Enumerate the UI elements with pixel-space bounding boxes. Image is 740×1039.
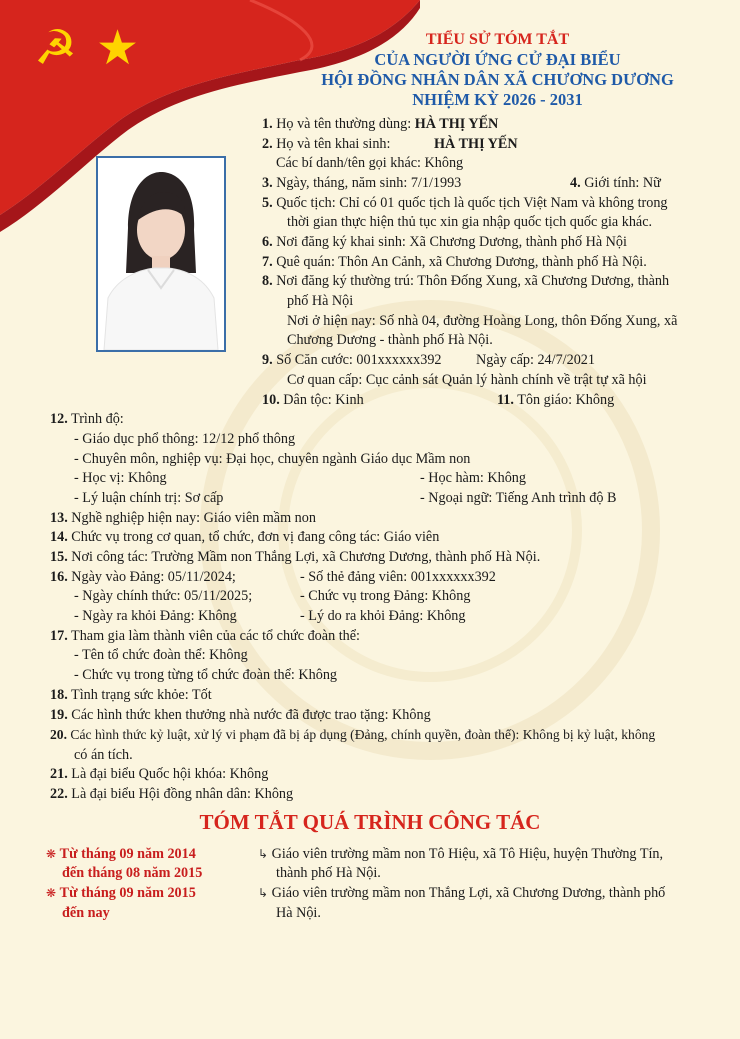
title-line-1: TIỂU SỬ TÓM TẮT — [425, 31, 570, 48]
bio-line-11: 11. Tôn giáo: Không — [497, 392, 615, 408]
candidate-name: HÀ THỊ YẾN — [414, 116, 499, 132]
work-period-2-desc: ↳ Giáo viên trường mầm non Thắng Lợi, xã Chương Dương, thành phố — [258, 885, 666, 901]
title-line-3: HỘI ĐỒNG NHÂN DÂN XÃ CHƯƠNG DƯƠNG — [321, 70, 674, 89]
bio-line-8d: Chương Dương - thành phố Hà Nội. — [287, 332, 493, 348]
bio-line-3: 3. Ngày, tháng, năm sinh: 7/1/1993 — [262, 175, 462, 191]
bio-line-12a: - Giáo dục phổ thông: 12/12 phổ thông — [74, 431, 296, 447]
candidate-photo — [96, 156, 226, 352]
star-icon: ★ — [96, 20, 140, 76]
bio-line-2: 2. Họ và tên khai sinh: HÀ THỊ YẾN — [262, 136, 518, 152]
bio-line-7: 7. Quê quán: Thôn An Cảnh, xã Chương Dương, thành phố Hà Nội. — [262, 254, 647, 270]
bio-line-17b: - Chức vụ trong từng tổ chức đoàn thể: Không — [74, 667, 338, 683]
arrow-icon: ↳ — [258, 886, 269, 900]
bio-line-14: 14. Chức vụ trong cơ quan, tổ chức, đơn vị đang công tác: Giáo viên — [50, 529, 440, 545]
title-line-4: NHIỆM KỲ 2026 - 2031 — [412, 90, 583, 109]
bio-line-13: 13. Nghề nghiệp hiện nay: Giáo viên mầm non — [50, 510, 316, 526]
work-period-1-to: đến tháng 08 năm 2015 — [62, 865, 203, 881]
work-period-1-desc-2: thành phố Hà Nội. — [276, 865, 381, 881]
bio-line-8c: Nơi ở hiện nay: Số nhà 04, đường Hoàng Long, thôn Đống Xung, xã — [287, 313, 678, 329]
bio-line-16b-right: - Chức vụ trong Đảng: Không — [300, 588, 471, 604]
bio-line-20: 20. Các hình thức kỷ luật, xử lý vi phạm đã bị áp dụng (Đảng, chính quyền, đoàn thể): Không bị kỷ luật, không — [50, 727, 656, 742]
work-period-1-desc: ↳ Giáo viên trường mầm non Tô Hiệu, xã Tô Hiệu, huyện Thường Tín, — [258, 846, 664, 862]
asterisk-icon: ❋ — [46, 847, 57, 861]
candidate-portrait-image — [98, 158, 224, 350]
work-history-title: TÓM TẮT QUÁ TRÌNH CÔNG TÁC — [199, 810, 541, 834]
bio-line-15: 15. Nơi công tác: Trường Mầm non Thắng Lợi, xã Chương Dương, thành phố Hà Nội. — [50, 549, 541, 565]
work-period-2-to: đến nay — [62, 905, 110, 921]
bio-line-9c: Cơ quan cấp: Cục cảnh sát Quản lý hành chính về trật tự xã hội — [287, 372, 647, 388]
bio-line-20b: có án tích. — [74, 747, 133, 763]
bio-line-12c: - Học vị: Không — [74, 470, 167, 486]
bio-line-5b: thời gian thực hiện thủ tục xin gia nhập quốc tịch quốc gia khác. — [287, 214, 653, 230]
bio-line-16: 16. Ngày vào Đảng: 05/11/2024; — [50, 569, 236, 585]
bio-line-6: 6. Nơi đăng ký khai sinh: Xã Chương Dương, thành phố Hà Nội — [262, 234, 627, 250]
bio-line-4: 4. Giới tính: Nữ — [570, 175, 661, 191]
asterisk-icon: ❋ — [46, 886, 57, 900]
bio-line-22: 22. Là đại biểu Hội đồng nhân dân: Không — [50, 786, 294, 802]
hammer-and-sickle-icon: ☭ — [34, 20, 78, 76]
bio-line-12: 12. Trình độ: — [50, 411, 124, 427]
bio-line-1: 1. Họ và tên thường dùng: HÀ THỊ YẾN — [262, 116, 499, 132]
work-period-1-from: ❋ Từ tháng 09 năm 2014 — [46, 846, 196, 862]
bio-line-9: 9. Số Căn cước: 001xxxxxx392 — [262, 352, 442, 368]
bio-line-5: 5. Quốc tịch: Chỉ có 01 quốc tịch là quốc tịch Việt Nam và không trong — [262, 195, 668, 211]
document-title — [270, 30, 725, 110]
title-line-2: CỦA NGƯỜI ỨNG CỬ ĐẠI BIỂU — [374, 50, 621, 69]
bio-line-8b: phố Hà Nội — [287, 293, 354, 309]
bio-line-21: 21. Là đại biểu Quốc hội khóa: Không — [50, 766, 269, 782]
bio-line-12b: - Chuyên môn, nghiệp vụ: Đại học, chuyên ngành Giáo dục Mầm non — [74, 451, 471, 467]
work-period-2-from: ❋ Từ tháng 09 năm 2015 — [46, 885, 196, 901]
bio-line-16c-right: - Lý do ra khỏi Đảng: Không — [300, 608, 466, 624]
work-period-2-desc-2: Hà Nội. — [276, 905, 321, 921]
bio-line-16-right: - Số thẻ đảng viên: 001xxxxxx392 — [300, 569, 496, 585]
birth-name: HÀ THỊ YẾN — [434, 136, 518, 152]
bio-line-10: 10. Dân tộc: Kinh — [262, 392, 364, 408]
arrow-icon: ↳ — [258, 847, 269, 861]
bio-line-12d: - Lý luận chính trị: Sơ cấp — [74, 490, 224, 506]
bio-line-16c: - Ngày ra khỏi Đảng: Không — [74, 608, 237, 624]
bio-line-9-date: Ngày cấp: 24/7/2021 — [476, 352, 595, 368]
bio-line-2b: Các bí danh/tên gọi khác: Không — [276, 155, 464, 171]
bio-line-17: 17. Tham gia làm thành viên của các tổ chức đoàn thể: — [50, 628, 360, 644]
bio-line-16b: - Ngày chính thức: 05/11/2025; — [74, 588, 253, 604]
bio-line-8: 8. Nơi đăng ký thường trú: Thôn Đống Xung, xã Chương Dương, thành — [262, 273, 670, 289]
bio-line-19: 19. Các hình thức khen thưởng nhà nước đã được trao tặng: Không — [50, 707, 431, 723]
bio-line-12d-right: - Ngoại ngữ: Tiếng Anh trình độ B — [420, 490, 617, 506]
bio-line-18: 18. Tình trạng sức khỏe: Tốt — [50, 687, 212, 703]
bio-line-17a: - Tên tổ chức đoàn thể: Không — [74, 647, 248, 663]
bio-line-12c-right: - Học hàm: Không — [420, 470, 526, 486]
